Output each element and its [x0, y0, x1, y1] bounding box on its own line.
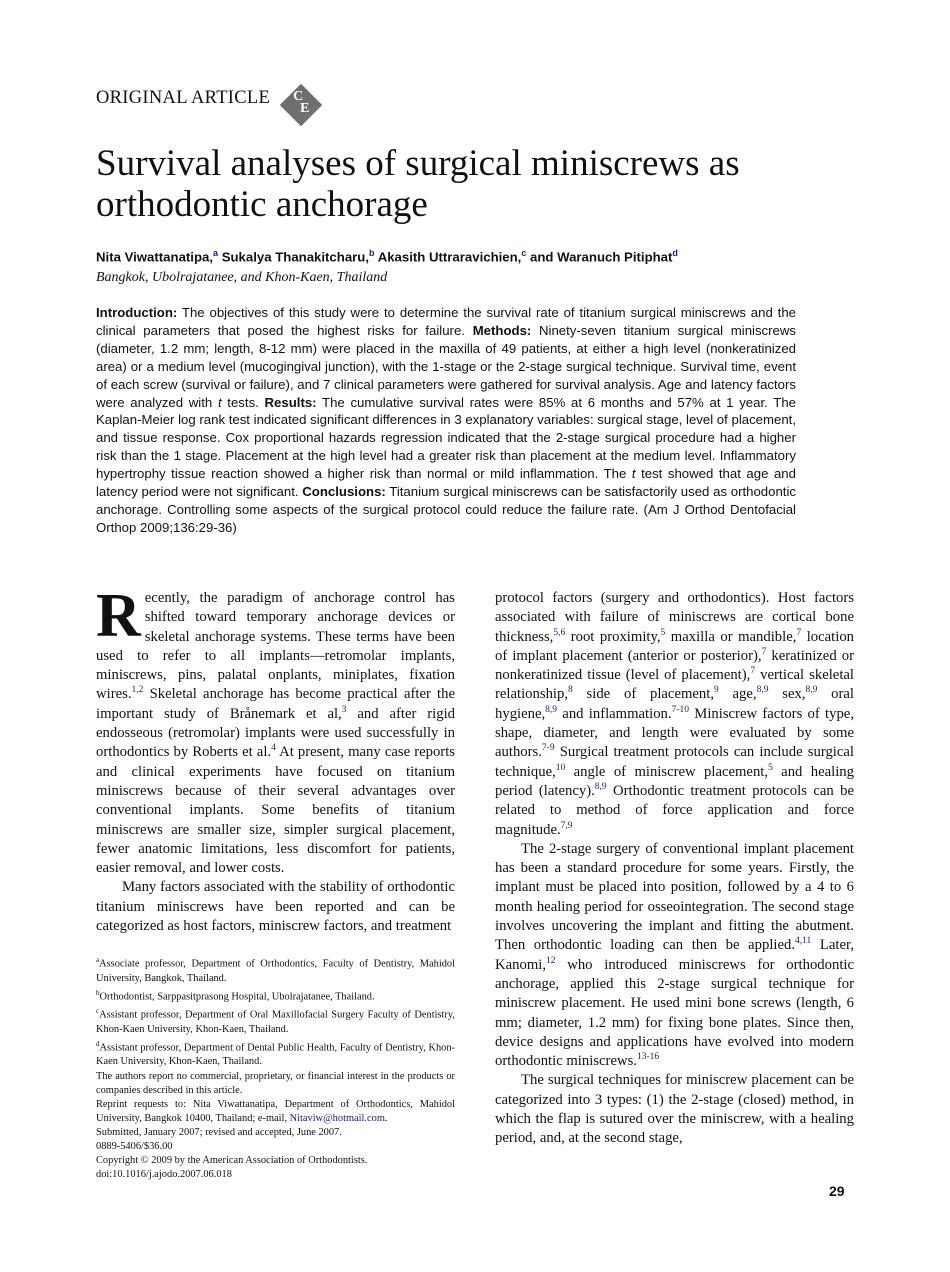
footnote-text: Assistant professor, Department of Oral Maxillofacial Surgery Faculty of Dentistry, Khon-Kaen University, Khon-Kaen, Thailand. [96, 1009, 455, 1035]
citation-ref[interactable]: 8 [568, 685, 573, 696]
body-text: maxilla or mandible, [665, 628, 797, 645]
footnote-mark: b [96, 988, 100, 997]
body-text: sex, [768, 686, 806, 703]
body-text: age, [718, 686, 757, 703]
abstract-t-symbol: t [631, 466, 636, 482]
citation-ref[interactable]: 8,9 [594, 782, 607, 793]
body-column-right [495, 589, 854, 1149]
footnote-mark: a [96, 956, 100, 964]
author-name: Sukalya Thanakitcharu, [218, 249, 370, 265]
author-affiliation-mark: c [521, 248, 527, 258]
citation-ref[interactable]: 5 [660, 627, 666, 638]
author-name: Nita Viwattanatipa, [96, 249, 214, 265]
submission-dates: Submitted, January 2007; revised and accepted, June 2007. [96, 1126, 342, 1138]
citation-ref[interactable]: 4,11 [795, 936, 812, 947]
body-text: Surgical treatment protocols can include surgical technique, [495, 744, 854, 780]
badge-letter-c: C [293, 89, 304, 104]
citation-ref[interactable]: 7 [750, 666, 756, 677]
abstract-conclusions-text: Titanium surgical miniscrews can be satisfactorily used as orthodontic anchorage. Controlling some aspects of the surgical protocol could reduce the failure rate. (Am J Orthod Dentofacial Orthop 2009;136:29-36) [96, 484, 796, 535]
footnote [96, 1004, 455, 1037]
body-text: and after rigid endosseous (retromolar) implants were used successfully in orthodontics by Roberts et al. [96, 705, 455, 761]
citation-ref[interactable]: 3 [341, 704, 347, 715]
abstract-results-label: Results: [264, 394, 317, 410]
drop-cap: R [96, 582, 141, 650]
body-text: The 2-stage surgery of conventional implant placement has been a standard procedure for some years. Firstly, the implant must be placed into position, followed by a 4 to 6 month healing period for osseointegration. The second stage involves uncovering the implant and fitting the abutment. Then orthodontic loading can then be applied. [495, 840, 854, 954]
email-link[interactable]: Nitaviw@hotmail.com [289, 1112, 385, 1124]
author-name: Akasith Uttraravichien, [374, 249, 522, 265]
abstract-methods-label: Methods: [472, 322, 532, 338]
article-title: Survival analyses of surgical miniscrews as orthodontic anchorage [96, 143, 740, 225]
doi: doi:10.1016/j.ajodo.2007.06.018 [96, 1169, 232, 1181]
citation-ref[interactable]: 8,9 [545, 704, 558, 715]
abstract-results-text: The cumulative survival rates were 85% at 6 months and 57% at 1 year. The Kaplan-Meier log rank test indicated significant differences in 3 explanatory variables: surgical stage, level of placement, and tissue response. Cox proportional hazards regression indicated that the 2-stage surgical procedure had a higher risk than the 1 stage. Placement at the high level had a greater risk than placement at the medium level. Inflammatory hypertrophy tissue reaction showed a higher risk than normal or mild inflammation. The [96, 394, 796, 482]
body-text: Orthodontic treatment protocols can be related to method of force application and force magnitude. [495, 782, 854, 838]
footnote [96, 986, 455, 1005]
body-text: Later, Kanomi, [495, 937, 854, 973]
citation-ref[interactable]: 9 [714, 685, 719, 696]
affiliation: Bangkok, Ubolrajatanee, and Khon-Kaen, Thailand [96, 270, 388, 285]
citation-ref[interactable]: 10 [555, 762, 566, 773]
abstract-methods-end: tests. [221, 394, 265, 410]
author-affiliation-mark: b [369, 248, 375, 258]
body-text: ecently, the paradigm of anchorage control has shifted toward temporary anchorage devices or skeletal anchorage systems. These terms have been used to refer to all implants—retromolar implants, miniscrews, pins, palatal onplants, miniplates, fixation wires. [96, 590, 455, 703]
body-paragraph [495, 840, 854, 1072]
page-number: 29 [829, 1183, 845, 1199]
abstract-methods-text: Ninety-seven titanium surgical miniscrews (diameter, 1.2 mm; length, 8-12 mm) were placed in the maxilla of 49 patients, at either a high level (nonkeratinized area) or a medium level (mucogingival junction), with the 1-stage or the 2-stage surgical technique. Survival time, event of each screw (survival or failure), and 7 clinical parameters were gathered for survival analysis. Age and latency factors were analyzed with [96, 322, 796, 410]
reprint-end: . [384, 1112, 388, 1124]
body-text: oral hygiene, [495, 686, 854, 722]
abstract-conclusions-label: Conclusions: [302, 484, 386, 500]
author-name: and Waranuch Pitiphat [526, 249, 673, 265]
abstract [96, 304, 796, 537]
author-affiliation-mark: d [672, 248, 678, 258]
citation-ref[interactable]: 7 [761, 647, 767, 657]
citation-ref[interactable]: 7,9 [560, 820, 573, 831]
footnote-mark: c [96, 1007, 100, 1016]
copyright: Copyright © 2009 by the American Association of Orthodontists. [96, 1155, 368, 1167]
body-text: root proximity, [565, 628, 661, 645]
citation-ref[interactable]: 5 [768, 762, 773, 773]
footnote-text: Assistant professor, Department of Dental Public Health, Faculty of Dentistry, Khon-Kaen University, Khon-Kaen, Thailand. [96, 1042, 455, 1068]
citation-ref[interactable]: 4 [271, 743, 276, 754]
body-paragraph: Many factors associated with the stability of orthodontic titanium miniscrews have been reported and can be categorized as host factors, miniscrew factors, and treatment [96, 879, 455, 935]
section-label: ORIGINAL ARTICLE [96, 87, 271, 108]
ce-badge-icon [280, 84, 322, 126]
body-text: protocol factors (surgery and orthodontics). Host factors associated with failure of miniscrews are cortical bone thickness, [495, 590, 854, 645]
body-text: angle of miniscrew placement, [565, 763, 769, 780]
body-paragraph: The surgical techniques for miniscrew placement can be categorized into 3 types: (1) the 2-stage (closed) method, in which the flap is sutured over the miniscrew, with a healing period, and, at the second stage, [495, 1072, 854, 1147]
body-text: who introduced miniscrews for orthodontic anchorage, applied this 2-stage surgical technique for miniscrew placement. He used mini bone screws (length, 6 mm; diameter, 1.2 mm) for fixing bone plates. Since then, device designs and applications have evolved into modern orthodontic miniscrews. [495, 956, 854, 1070]
body-text: Miniscrew factors of type, shape, diameter, and length were evaluated by some authors. [495, 705, 854, 761]
reprint-note [96, 1098, 455, 1126]
badge-letter-e: E [300, 101, 310, 116]
citation-ref[interactable]: 8,9 [805, 685, 818, 696]
body-paragraph [495, 589, 854, 840]
citation-ref[interactable]: 5,6 [553, 627, 566, 638]
abstract-intro-label: Introduction: [96, 305, 178, 320]
disclosure-note: The authors report no commercial, proprietary, or financial interest in the products or companies described in this article. [96, 1070, 455, 1096]
abstract-results-end: test showed that age and latency period were not significant. [96, 466, 796, 500]
citation-ref[interactable]: 7-9 [541, 743, 555, 754]
citation-ref[interactable]: 1,2 [131, 685, 144, 696]
reprint-text: Reprint requests to: Nita Viwattanatipa, Department of Orthodontics, Mahidol University, Bangkok 10400, Thailand; e-mail, [96, 1098, 455, 1124]
body-paragraph [96, 582, 455, 878]
body-text: and inflammation. [557, 705, 672, 722]
footnote-mark: d [96, 1039, 100, 1048]
author-list [96, 248, 678, 264]
body-text: side of placement, [572, 686, 715, 703]
citation-ref[interactable]: 7-10 [671, 704, 689, 715]
body-text: vertical skeletal relationship, [495, 667, 854, 703]
footnotes [96, 953, 455, 1182]
body-text: keratinized or nonkeratinized tissue (level of placement), [495, 647, 854, 684]
footnote [96, 1037, 455, 1070]
citation-ref[interactable]: 8,9 [756, 685, 769, 696]
body-column-left [96, 582, 455, 936]
abstract-t-symbol: t [217, 394, 222, 410]
author-affiliation-mark: a [213, 248, 219, 258]
issn: 0889-5406/$36.00 [96, 1141, 173, 1152]
abstract-intro-text: The objectives of this study were to determine the survival rate of titanium surgical miniscrews and the clinical parameters that posed the highest risks for failure. [96, 305, 796, 338]
citation-ref[interactable]: 7 [796, 627, 802, 638]
citation-ref[interactable]: 12 [546, 955, 556, 966]
article-header [96, 70, 322, 126]
footnote-text: Orthodontist, Sarppasitprasong Hospital, Ubolrajatanee, Thailand. [99, 991, 375, 1003]
body-text: Skeletal anchorage has become practical after the important study of Brånemark et al, [96, 686, 455, 722]
body-text: At present, many case reports and clinical experiments have focused on titanium miniscrews because of their several advantages over conventional implants. Some benefits of titanium miniscrews are smaller size, simpler surgical placement, fewer anatomic limitations, less discomfort for patients, easier removal, and lower costs. [96, 744, 455, 877]
footnote-text: Associate professor, Department of Orthodontics, Faculty of Dentistry, Mahidol University, Bangkok, Thailand. [96, 958, 455, 984]
body-text: and healing period (latency). [495, 763, 854, 799]
footnote [96, 953, 455, 986]
citation-ref[interactable]: 13-16 [636, 1052, 660, 1063]
body-text: location of implant placement (anterior or posterior), [495, 628, 855, 664]
